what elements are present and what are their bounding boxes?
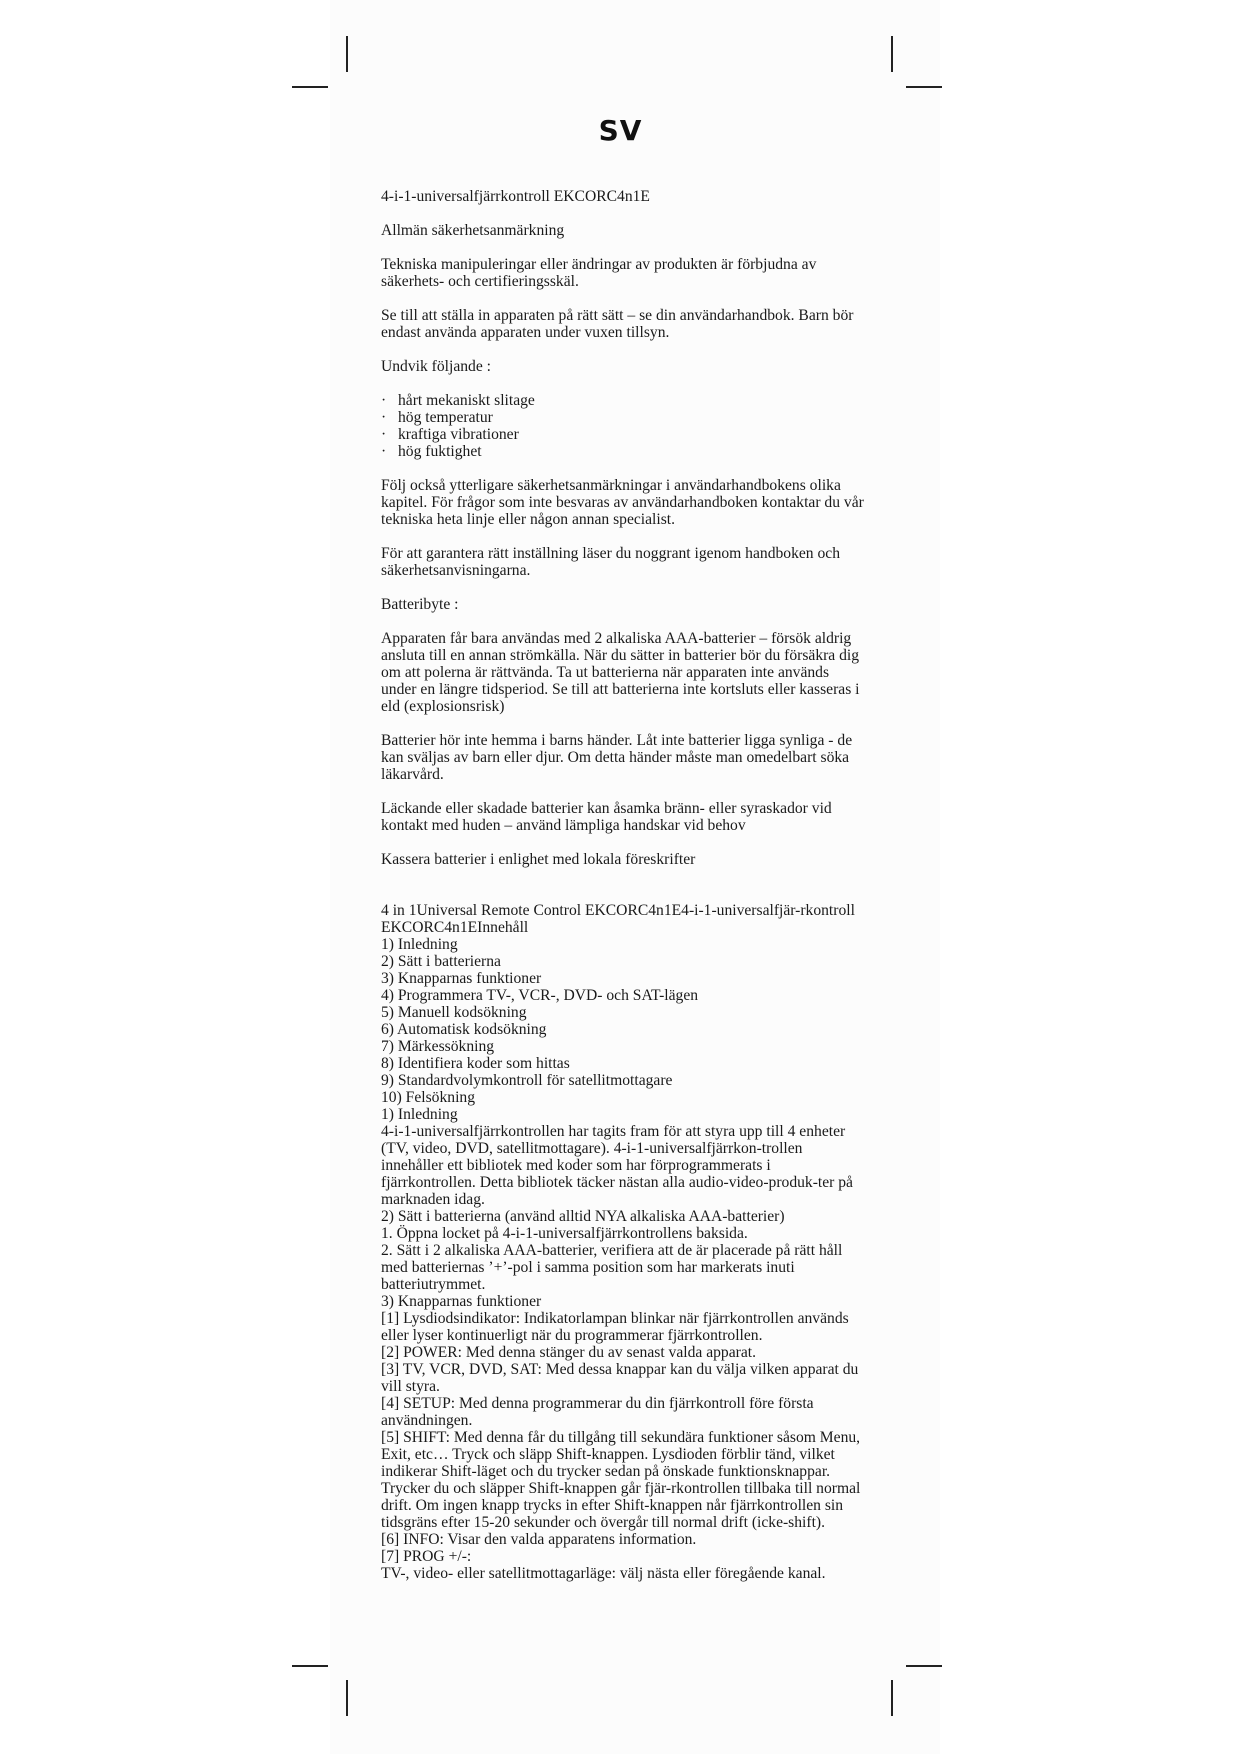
button-description: [5] SHIFT: Med denna får du tillgång till sekundära funktioner såsom Menu, Exit, etc… Tryck och släpp Shift-knappen. Lysdioden förblir tänd, vilket indikerar Shift-läget och du trycker sedan på önskade funktionsknappar. Trycker du och släpper Shift-knappen går fjär-rkontrollen tillbaka till normal drift. Om ingen knapp trycks in efter Shift-knappen når fjärrkontrollen sin tidsgräns efter 15-20 sekunder och övergår till normal drift (icke-shift). (381, 1429, 861, 1531)
language-marker: SV (598, 114, 643, 147)
toc-item: 10) Felsökning (381, 1089, 475, 1106)
paragraph: Läckande eller skadade batterier kan åsamka bränn- eller syraskador vid kontakt med huden – använd lämpliga handskar vid behov (381, 800, 832, 834)
paragraph: Följ också ytterligare säkerhetsanmärkningar i användarhandbokens olika kapitel. För frågor som inte besvaras av användarhandboken kontaktar du vår tekniska heta linje eller någon annan specialist. (381, 477, 864, 528)
instruction-step: 2. Sätt i 2 alkaliska AAA-batterier, verifiera att de är placerade på rätt håll med batteriernas ’+’-pol i samma position som har markerats inuti batteriutrymmet. (381, 1242, 843, 1293)
button-description: [1] Lysdiodsindikator: Indikatorlampan blinkar när fjärrkontrollen används eller lyser kontinuerligt när du programmerar fjärrkontrollen. (381, 1310, 849, 1344)
button-description: [7] PROG +/-: (381, 1548, 472, 1565)
list-item: · kraftiga vibrationer (381, 426, 519, 443)
toc-item: 5) Manuell kodsökning (381, 1004, 527, 1021)
toc-item: 9) Standardvolymkontroll för satellitmottagare (381, 1072, 673, 1089)
instruction-step: 1. Öppna locket på 4-i-1-universalfjärrkontrollens baksida. (381, 1225, 748, 1242)
bullet-icon: · (381, 409, 387, 426)
document-body (381, 188, 866, 1582)
crop-mark (906, 86, 942, 88)
toc-item: 1) Inledning (381, 936, 458, 953)
safety-heading: Allmän säkerhetsanmärkning (381, 222, 565, 239)
paragraph: 4-i-1-universalfjärrkontrollen har tagits fram för att styra upp till 4 enheter (TV, video, DVD, satellitmottagare). 4-i-1-universalfjärrkon-trollen innehåller ett bibliotek med koder som har förprogrammerats i fjärrkontrollen. Detta bibliotek täcker nästan alla audio-video-produk-ter på marknaden idag. (381, 1123, 853, 1208)
battery-heading: Batteribyte : (381, 596, 459, 613)
contents-block (381, 902, 866, 1582)
list-item: · hög temperatur (381, 409, 493, 426)
paragraph: För att garantera rätt inställning läser du noggrant igenom handboken och säkerhetsanvisningarna. (381, 545, 841, 579)
toc-item: 7) Märkessökning (381, 1038, 495, 1055)
button-description: [3] TV, VCR, DVD, SAT: Med dessa knappar kan du välja vilken apparat du vill styra. (381, 1361, 859, 1395)
toc-item: 4) Programmera TV-, VCR-, DVD- och SAT-lägen (381, 987, 699, 1004)
crop-mark (292, 86, 328, 88)
bullet-icon: · (381, 392, 387, 409)
avoid-heading: Undvik följande : (381, 358, 492, 375)
button-description: [4] SETUP: Med denna programmerar du din fjärrkontroll före första användningen. (381, 1395, 814, 1429)
bullet-icon: · (381, 443, 387, 460)
paragraph: Se till att ställa in apparaten på rätt sätt – se din användarhandbok. Barn bör endast använda apparaten under vuxen tillsyn. (381, 307, 854, 341)
button-description: [6] INFO: Visar den valda apparatens information. (381, 1531, 697, 1548)
paragraph: Tekniska manipuleringar eller ändringar av produkten är förbjudna av säkerhets- och certifieringsskäl. (381, 256, 817, 290)
toc-item: 8) Identifiera koder som hittas (381, 1055, 570, 1072)
contents-heading: 4 in 1Universal Remote Control EKCORC4n1E4-i-1-universalfjär-rkontroll EKCORC4n1EInnehåll (381, 902, 855, 936)
section-heading: 2) Sätt i batterierna (använd alltid NYA alkaliska AAA-batterier) (381, 1208, 785, 1225)
button-description: [2] POWER: Med denna stänger du av senast valda apparat. (381, 1344, 756, 1361)
button-description: TV-, video- eller satellitmottagarläge: välj nästa eller föregående kanal. (381, 1565, 826, 1582)
toc-item: 6) Automatisk kodsökning (381, 1021, 547, 1038)
document-title: 4-i-1-universalfjärrkontroll EKCORC4n1E (381, 188, 650, 205)
paragraph: Batterier hör inte hemma i barns händer. Låt inte batterier ligga synliga - de kan sväljas av barn eller djur. Om detta händer måste man omedelbart söka läkarvård. (381, 732, 853, 783)
crop-mark (891, 1680, 893, 1716)
list-item: · hårt mekaniskt slitage (381, 392, 535, 409)
avoid-list (381, 392, 866, 460)
crop-mark (346, 36, 348, 72)
crop-mark (891, 36, 893, 72)
list-item: · hög fuktighet (381, 443, 482, 460)
crop-mark (346, 1680, 348, 1716)
paragraph: Kassera batterier i enlighet med lokala föreskrifter (381, 851, 696, 868)
toc-item: 3) Knapparnas funktioner (381, 970, 542, 987)
toc-item: 2) Sätt i batterierna (381, 953, 501, 970)
section-heading: 3) Knapparnas funktioner (381, 1293, 542, 1310)
paragraph: Apparaten får bara användas med 2 alkaliska AAA-batterier – försök aldrig ansluta till en annan strömkälla. När du sätter in batterier bör du försäkra dig om att polerna är rättvända. Ta ut batterierna när apparaten inte används under en längre tidsperiod. Se till att batterierna inte kortsluts eller kasseras i eld (explosionsrisk) (381, 630, 860, 715)
crop-mark (292, 1665, 328, 1667)
crop-mark (906, 1665, 942, 1667)
bullet-icon: · (381, 426, 387, 443)
section-heading: 1) Inledning (381, 1106, 458, 1123)
